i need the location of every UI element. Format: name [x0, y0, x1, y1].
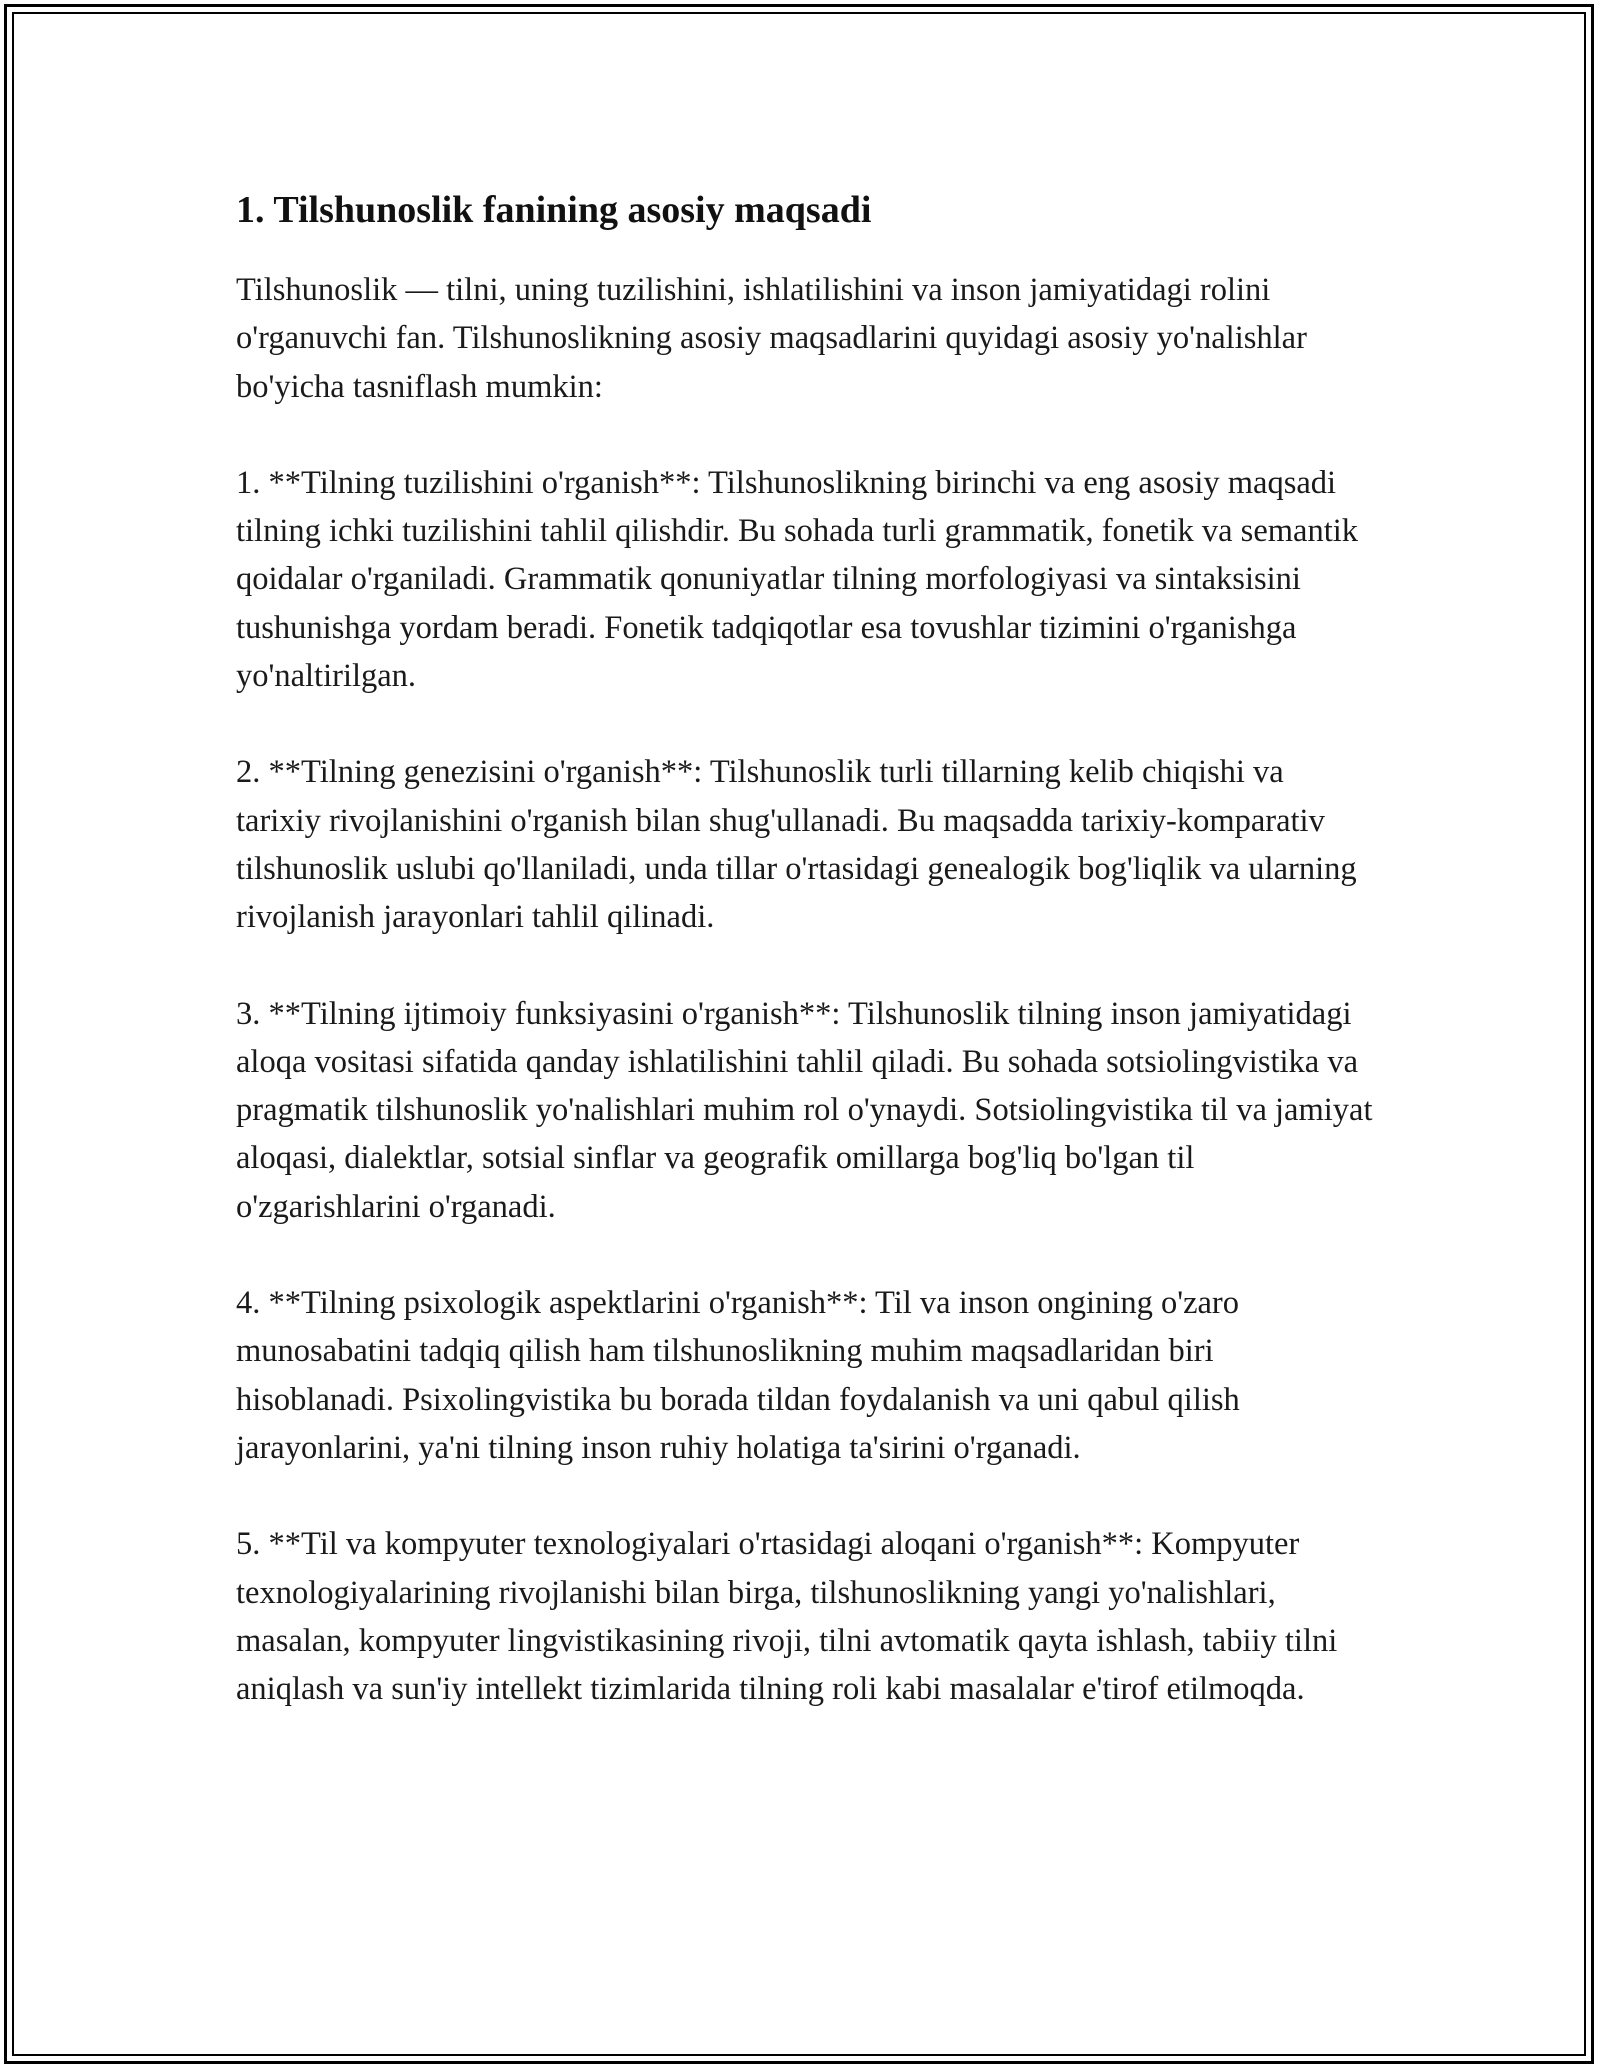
intro-paragraph: Tilshunoslik — tilni, uning tuzilishini, ishlatilishini va inson jamiyatidagi rolini o'rganuvchi fan. Tilshunoslikning asosiy maqsadlarini quyidagi asosiy yo'nalishlar bo'yicha tasniflash mumkin:	[236, 272, 1307, 405]
point-paragraph-5: 5. **Til va kompyuter texnologiyalari o'rtasidagi aloqani o'rganish**: Kompyuter texnologiyalarining rivojlanishi bilan birga, tilshunoslikning yangi yo'nalishlari, masalan, kompyuter lingvistikasining rivoji, tilni avtomatik qayta ishlash, tabiiy tilni aniqlash va sun'iy intellekt tizimlarida tilning roli kabi masalalar e'tirof etilmoqda.	[236, 1526, 1338, 1708]
document-body	[236, 186, 1376, 1761]
point-paragraph-3: 3. **Tilning ijtimoiy funksiyasini o'rganish**: Tilshunoslik tilning inson jamiyatidagi aloqa vositasi sifatida qanday ishlatilishini tahlil qiladi. Bu sohada sotsiolingvistika va pragmatik tilshunoslik yo'nalishlari muhim rol o'ynaydi. Sotsiolingvistika til va jamiyat aloqasi, dialektlar, sotsial sinflar va geografik omillarga bog'liq bo'lgan til o'zgarishlarini o'rganadi.	[236, 995, 1373, 1225]
point-paragraph-1: 1. **Tilning tuzilishini o'rganish**: Tilshunoslikning birinchi va eng asosiy maqsadi tilning ichki tuzilishini tahlil qilishdir. Bu sohada turli grammatik, fonetik va semantik qoidalar o'rganiladi. Grammatik qonuniyatlar tilning morfologiyasi va sintaksisini tushunishga yordam beradi. Fonetik tadqiqotlar esa tovushlar tizimini o'rganishga yo'naltirilgan.	[236, 464, 1359, 695]
section-title: 1. Tilshunoslik fanining asosiy maqsadi	[236, 189, 872, 231]
point-paragraph-2: 2. **Tilning genezisini o'rganish**: Tilshunoslik turli tillarning kelib chiqishi va tarixiy rivojlanishini o'rganish bilan shug'ullanadi. Bu maqsadda tarixiy-komparativ tilshunoslik uslubi qo'llaniladi, unda tillar o'rtasidagi genealogik bog'liqlik va ularning rivojlanish jarayonlari tahlil qilinadi.	[236, 754, 1357, 936]
point-paragraph-4: 4. **Tilning psixologik aspektlarini o'rganish**: Til va inson ongining o'zaro munosabatini tadqiq qilish ham tilshunoslikning muhim maqsadlaridan biri hisoblanadi. Psixolingvistika bu borada tildan foydalanish va uni qabul qilish jarayonlarini, ya'ni tilning inson ruhiy holatiga ta'sirini o'rganadi.	[236, 1285, 1240, 1466]
